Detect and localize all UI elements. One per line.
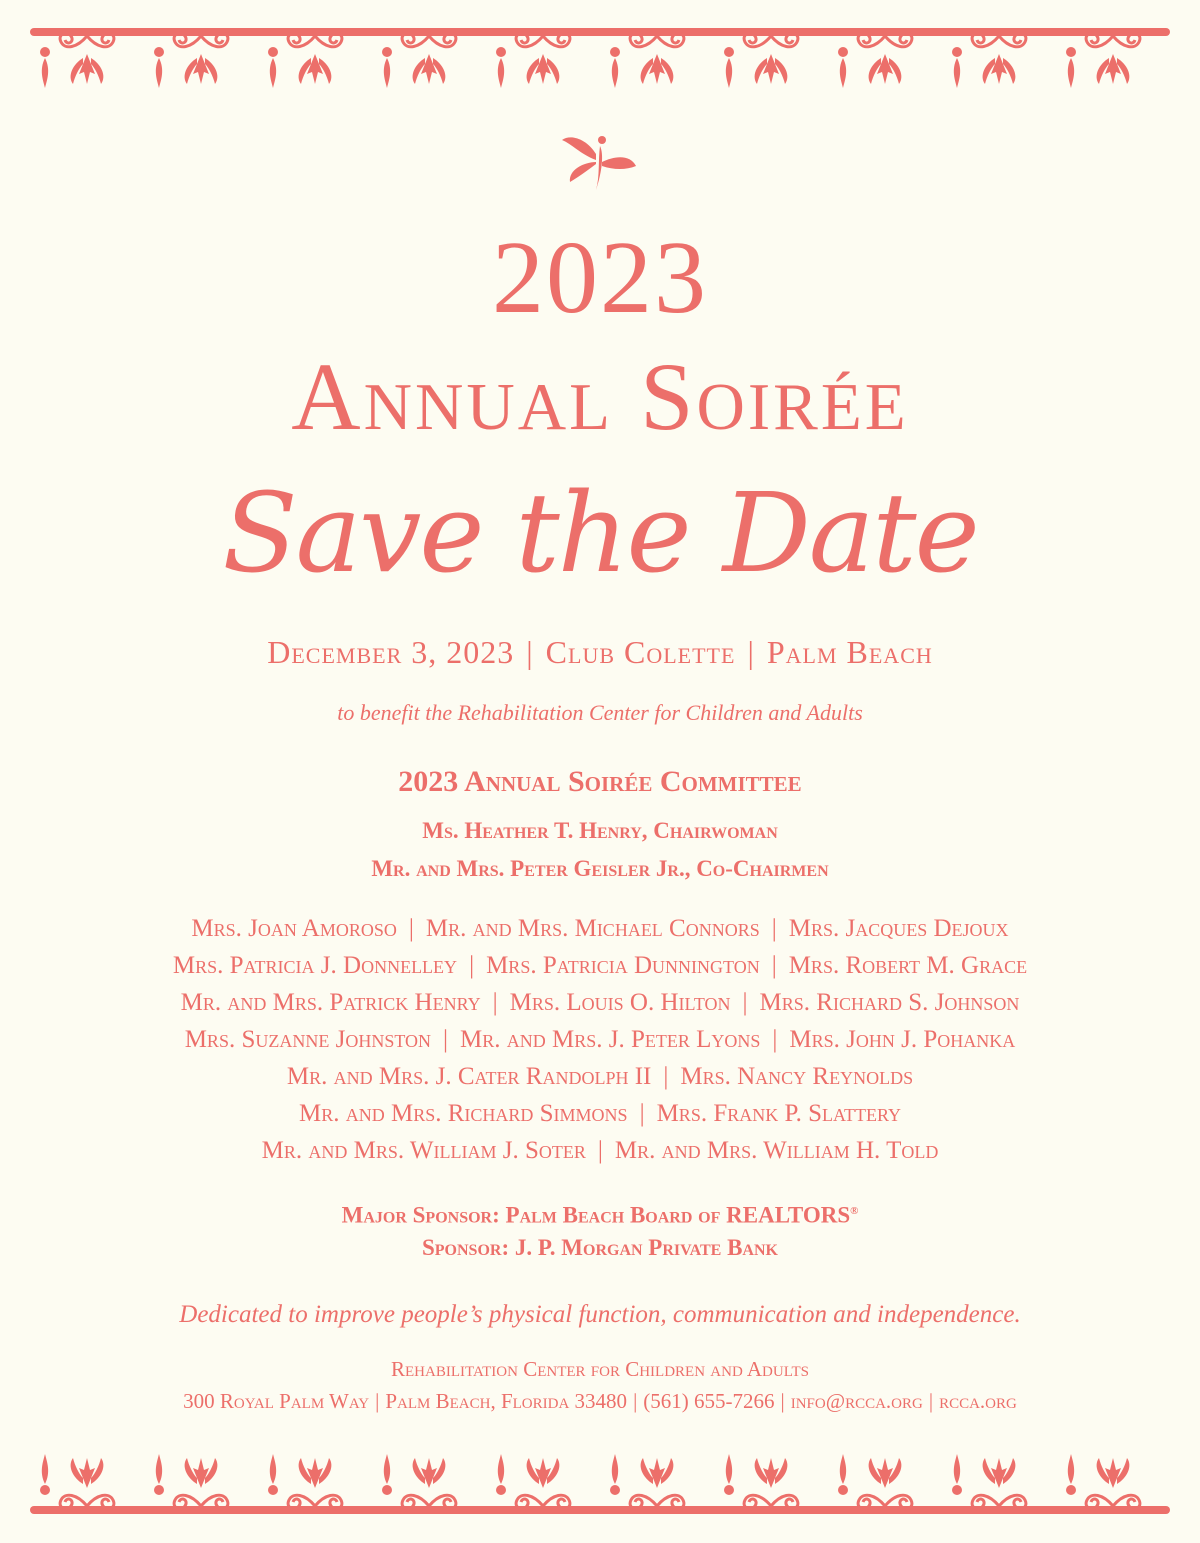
sponsor-label: Sponsor: — [421, 1235, 515, 1260]
committee-chairwoman: Ms. Heather T. Henry, Chairwoman — [422, 818, 778, 843]
event-city: Palm Beach — [766, 634, 933, 670]
separator: | — [375, 1389, 380, 1413]
benefit-line: to benefit the Rehabilitation Center for Children and Adults — [337, 700, 863, 725]
major-sponsor-realtors: REALTORS — [726, 1202, 851, 1228]
email-link[interactable]: info@rcca.org — [790, 1389, 923, 1413]
committee-co-chairmen: Mr. and Mrs. Peter Geisler Jr., Co-Chairmen — [371, 856, 829, 881]
committee-member: Mr. and Mrs. William J. Soter — [261, 1137, 586, 1164]
major-sponsor-name: Palm Beach Board of — [505, 1202, 727, 1228]
committee-member: Mr. and Mrs. J. Peter Lyons — [460, 1026, 761, 1053]
committee-row — [0, 948, 1200, 984]
committee-member: Mr. and Mrs. Patrick Henry — [180, 989, 481, 1016]
organization-name: Rehabilitation Center for Children and Adults — [391, 1357, 809, 1381]
event-title: Annual Soirée — [291, 343, 909, 450]
committee-member: Mr. and Mrs. Richard Simmons — [298, 1100, 628, 1127]
committee-member: Mrs. Frank P. Slattery — [656, 1100, 902, 1127]
separator: | — [526, 634, 534, 670]
event-details-line — [0, 632, 1200, 672]
committee-title: 2023 Annual Soirée Committee — [398, 765, 802, 798]
separator: | — [633, 1389, 638, 1413]
event-venue: Club Colette — [545, 634, 736, 670]
committee-member: Mrs. Patricia J. Donnelley — [172, 952, 458, 979]
dedication-line: Dedicated to improve people’s physical function, communication and independence. — [179, 1301, 1021, 1328]
separator: | — [443, 1026, 449, 1053]
event-date: December 3, 2023 — [267, 634, 515, 670]
butterfly-logo-icon — [556, 132, 642, 192]
street-address: 300 Royal Palm Way — [183, 1389, 370, 1413]
website-link[interactable]: rcca.org — [939, 1389, 1017, 1413]
committee-member: Mrs. Louis O. Hilton — [509, 989, 731, 1016]
committee-row — [0, 1022, 1200, 1058]
committee-member: Mr. and Mrs. William H. Told — [614, 1137, 939, 1164]
committee-member: Mrs. Suzanne Johnston — [184, 1026, 431, 1053]
committee-member: Mrs. Jacques Dejoux — [788, 915, 1009, 942]
committee-row — [0, 911, 1200, 947]
separator: | — [469, 952, 475, 979]
decorative-border-top — [30, 28, 1170, 104]
separator: | — [772, 1026, 778, 1053]
committee-member: Mrs. Robert M. Grace — [788, 952, 1028, 979]
committee-member: Mr. and Mrs. J. Cater Randolph II — [286, 1063, 652, 1090]
sponsor-name: J. P. Morgan Private Bank — [514, 1235, 778, 1260]
committee-member: Mrs. John J. Pohanka — [789, 1026, 1016, 1053]
sponsor-line — [0, 1232, 1200, 1264]
separator: | — [597, 1137, 603, 1164]
event-year: 2023 — [492, 220, 708, 335]
committee-row — [0, 1096, 1200, 1132]
major-sponsor-line — [0, 1195, 1200, 1232]
separator: | — [771, 952, 777, 979]
city-state-zip: Palm Beach, Florida 33480 — [385, 1389, 628, 1413]
registered-mark: ® — [850, 1205, 859, 1217]
major-sponsor-label: Major Sponsor: — [341, 1202, 506, 1228]
committee-row — [0, 1133, 1200, 1169]
committee-member: Mrs. Richard S. Johnson — [759, 989, 1020, 1016]
committee-member: Mrs. Patricia Dunnington — [486, 952, 760, 979]
separator: | — [408, 915, 414, 942]
save-the-date-heading: Save the Date — [222, 469, 978, 597]
separator: | — [492, 989, 498, 1016]
committee-member: Mrs. Joan Amoroso — [191, 915, 397, 942]
separator: | — [742, 989, 748, 1016]
separator: | — [780, 1389, 785, 1413]
separator: | — [771, 915, 777, 942]
contact-line — [0, 1386, 1200, 1416]
committee-row — [0, 985, 1200, 1021]
separator: | — [747, 634, 755, 670]
committee-row — [0, 1059, 1200, 1095]
committee-member: Mr. and Mrs. Michael Connors — [425, 915, 760, 942]
separator: | — [928, 1389, 934, 1413]
separator: | — [639, 1100, 645, 1127]
phone-number: (561) 655-7266 — [643, 1389, 775, 1413]
committee-member: Mrs. Nancy Reynolds — [680, 1063, 914, 1090]
decorative-border-bottom — [30, 1438, 1170, 1514]
separator: | — [663, 1063, 669, 1090]
